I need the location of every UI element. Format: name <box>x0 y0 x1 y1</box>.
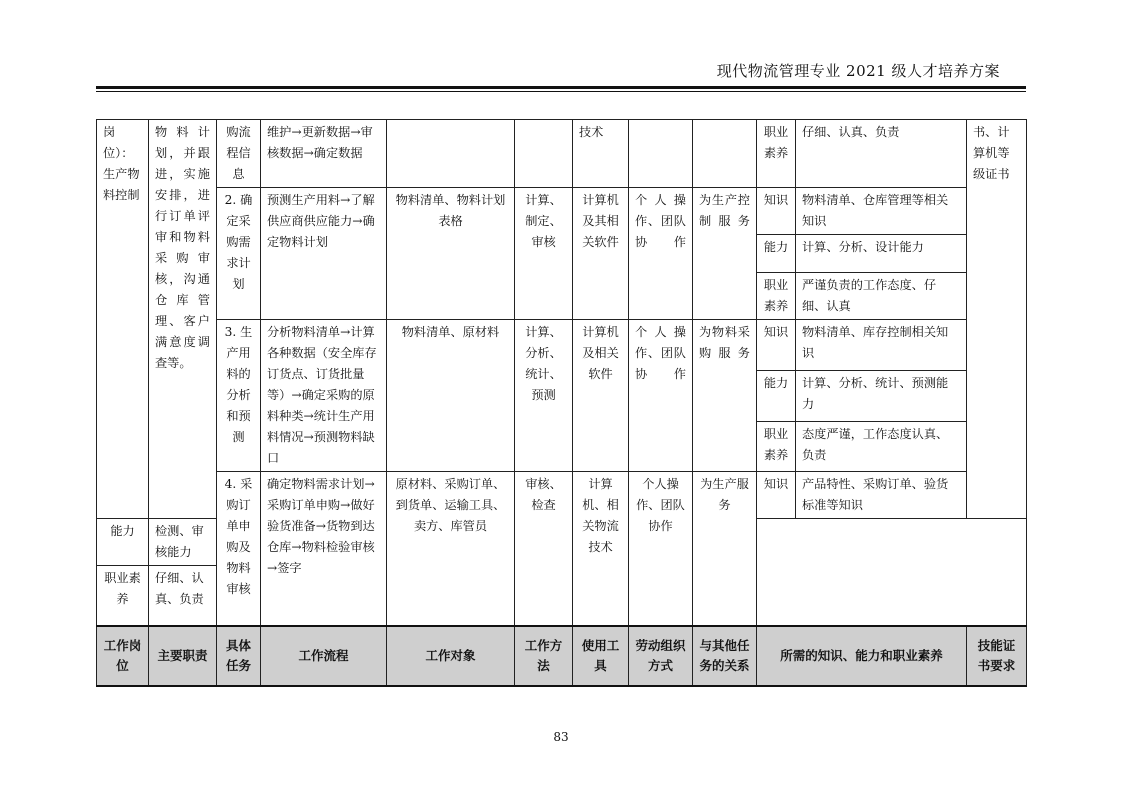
object-cell: 物料清单、物料计划表格 <box>387 188 515 320</box>
org-cell: 个人操作、团队协作 <box>629 472 693 626</box>
table-row <box>97 472 1027 519</box>
process-cell: 确定物料需求计划→采购订单申购→做好验货准备→货物到达仓库→物料检验审核→签字 <box>261 472 387 626</box>
req-category: 知识 <box>757 320 796 371</box>
header-relation: 与其他任务的关系 <box>693 626 757 686</box>
process-cell: 分析物料清单→计算各种数据（安全库存订货点、订货批量等）→确定采购的原料种类→统计生产用料情况→预测物料缺口 <box>261 320 387 472</box>
req-text: 计算、分析、统计、预测能力 <box>796 371 967 422</box>
header-tool: 使用工具 <box>573 626 629 686</box>
post-cell: 岗位）：生产物料控制 <box>97 120 149 519</box>
req-text: 仔细、认真、负责 <box>149 566 217 626</box>
task-cell: 2. 确定采购需求计划 <box>217 188 261 320</box>
task-cell: 购流程信息 <box>217 120 261 188</box>
method-cell: 审核、检查 <box>515 472 573 626</box>
req-category: 职业素养 <box>757 273 796 320</box>
page-number: 83 <box>553 730 569 744</box>
process-cell: 预测生产用料→了解供应商供应能力→确定物料计划 <box>261 188 387 320</box>
header-cert: 技能证书要求 <box>967 626 1027 686</box>
header-task: 具体任务 <box>217 626 261 686</box>
object-cell <box>387 120 515 188</box>
org-cell: 个人操作、团队协作 <box>629 188 693 320</box>
req-category: 职业素养 <box>757 422 796 472</box>
header-rule <box>96 86 1026 89</box>
org-cell <box>629 120 693 188</box>
org-cell: 个人操作、团队协作 <box>629 320 693 472</box>
tool-cell: 计算机、相关物流技术 <box>573 472 629 626</box>
relation-cell: 为生产控制服务 <box>693 188 757 320</box>
job-analysis-table <box>96 119 1027 687</box>
table-header-row <box>97 626 1027 686</box>
duties-cell: 物料计划，并跟进，实施安排，进行订单评审和物料采购审核，沟通仓库管理、客户满意度调查等。 <box>149 120 217 519</box>
tool-cell: 技术 <box>573 120 629 188</box>
table-row <box>97 188 1027 235</box>
page-header-title: 现代物流管理专业 2021 级人才培养方案 <box>716 62 1000 80</box>
method-cell <box>515 120 573 188</box>
req-category: 能力 <box>757 235 796 273</box>
req-text: 物料清单、库存控制相关知识 <box>796 320 967 371</box>
req-category: 职业素养 <box>97 566 149 626</box>
req-text: 物料清单、仓库管理等相关知识 <box>796 188 967 235</box>
header-req: 所需的知识、能力和职业素养 <box>757 626 967 686</box>
task-cell: 4. 采购订单申购及物料审核 <box>217 472 261 626</box>
req-text: 产品特性、采购订单、验货标准等知识 <box>796 472 967 519</box>
req-category: 能力 <box>757 371 796 422</box>
req-category: 知识 <box>757 188 796 235</box>
req-text: 检测、审核能力 <box>149 519 217 566</box>
relation-cell: 为生产服务 <box>693 472 757 626</box>
req-category: 知识 <box>757 472 796 519</box>
object-cell: 原材料、采购订单、到货单、运输工具、卖方、库管员 <box>387 472 515 626</box>
req-text: 严谨负责的工作态度、仔细、认真 <box>796 273 967 320</box>
header-method: 工作方法 <box>515 626 573 686</box>
req-text: 态度严谨，工作态度认真、负责 <box>796 422 967 472</box>
header-post: 工作岗位 <box>97 626 149 686</box>
header-object: 工作对象 <box>387 626 515 686</box>
cert-cell: 书、计算机等级证书 <box>967 120 1027 519</box>
method-cell: 计算、分析、统计、预测 <box>515 320 573 472</box>
table-row <box>97 320 1027 371</box>
header-duty: 主要职责 <box>149 626 217 686</box>
task-cell: 3. 生产用料的分析和预测 <box>217 320 261 472</box>
object-cell: 物料清单、原材料 <box>387 320 515 472</box>
table-row <box>97 120 1027 188</box>
header-org: 劳动组织方式 <box>629 626 693 686</box>
process-cell: 维护→更新数据→审核数据→确定数据 <box>261 120 387 188</box>
relation-cell <box>693 120 757 188</box>
tool-cell: 计算机及其相关软件 <box>573 188 629 320</box>
header-process: 工作流程 <box>261 626 387 686</box>
req-category: 职业素养 <box>757 120 796 188</box>
req-category: 能力 <box>97 519 149 566</box>
header-rule-thin <box>96 91 1026 92</box>
req-text: 计算、分析、设计能力 <box>796 235 967 273</box>
relation-cell: 为物料采购服务 <box>693 320 757 472</box>
req-text: 仔细、认真、负责 <box>796 120 967 188</box>
tool-cell: 计算机及相关软件 <box>573 320 629 472</box>
method-cell: 计算、制定、审核 <box>515 188 573 320</box>
